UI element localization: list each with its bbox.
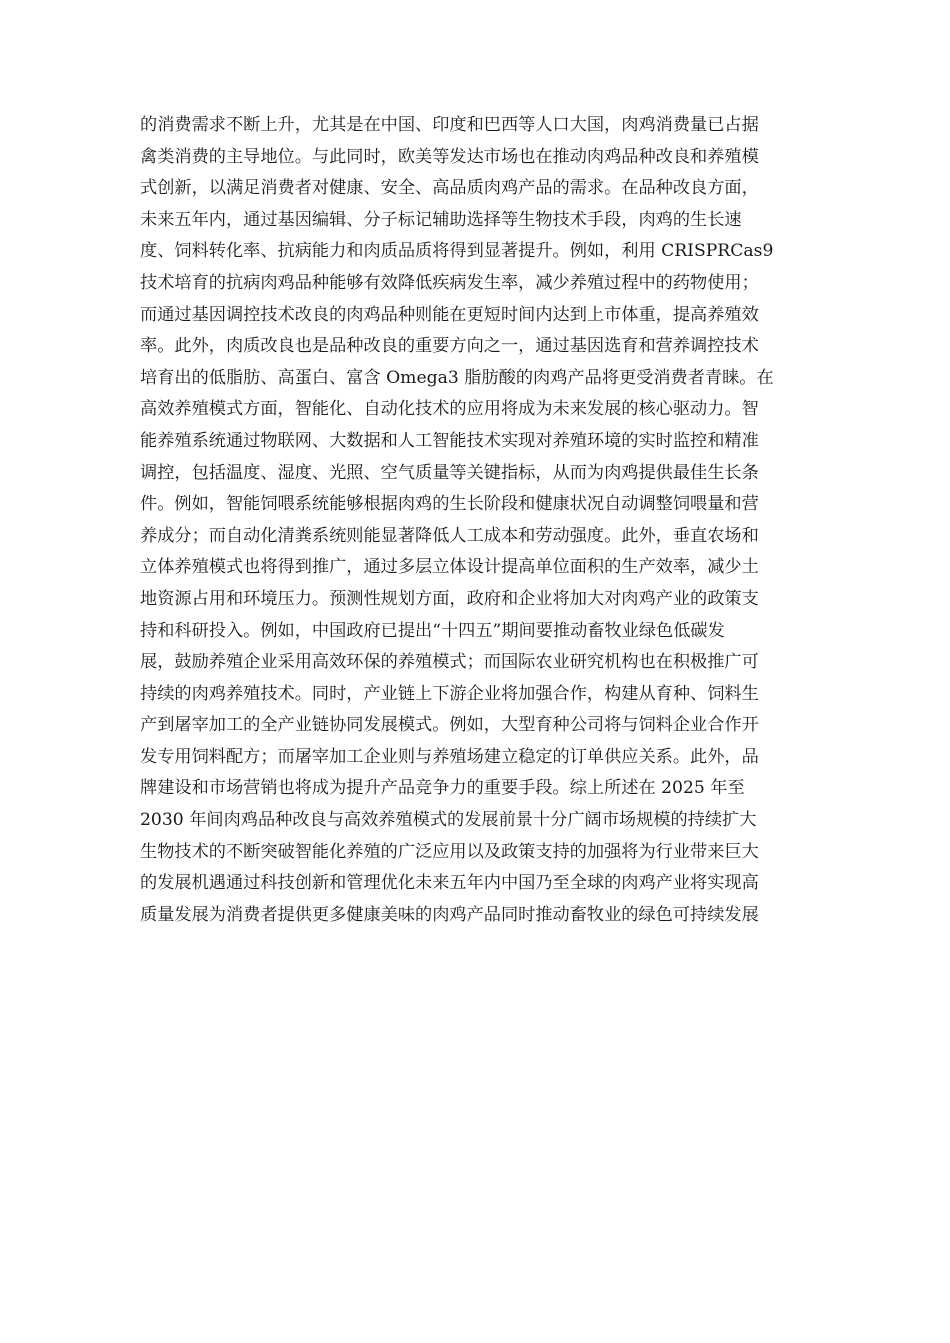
text-line: 持续的肉鸡养殖技术。同时，产业链上下游企业将加强合作，构建从育种、饲料生: [140, 683, 759, 704]
text-line: 禽类消费的主导地位。与此同时，欧美等发达市场也在推动肉鸡品种改良和养殖模: [140, 146, 759, 167]
text-line: 生物技术的不断突破智能化养殖的广泛应用以及政策支持的加强将为行业带来巨大: [140, 841, 759, 862]
text-line: 质量发展为消费者提供更多健康美味的肉鸡产品同时推动畜牧业的绿色可持续发展: [140, 904, 759, 925]
text-line: 件。例如，智能饲喂系统能够根据肉鸡的生长阶段和健康状况自动调整饲喂量和营: [140, 494, 759, 515]
text-line: 未来五年内，通过基因编辑、分子标记辅助选择等生物技术手段，肉鸡的生长速: [140, 209, 742, 230]
text-line: 养成分；而自动化清粪系统则能显著降低人工成本和劳动强度。此外，垂直农场和: [140, 525, 759, 546]
body-paragraph: [140, 110, 820, 931]
text-line: 的消费需求不断上升，尤其是在中国、印度和巴西等人口大国，肉鸡消费量已占据: [140, 115, 759, 135]
text-line: 持和科研投入。例如，中国政府已提出“十四五”期间要推动畜牧业绿色低碳发: [140, 620, 725, 641]
text-line: 率。此外，肉质改良也是品种改良的重要方向之一，通过基因选育和营养调控技术: [140, 336, 759, 357]
text-line: 展，鼓励养殖企业采用高效环保的养殖模式；而国际农业研究机构也在积极推广可: [140, 652, 759, 673]
text-line: 调控，包括温度、湿度、光照、空气质量等关键指标，从而为肉鸡提供最佳生长条: [140, 462, 759, 483]
text-line: 能养殖系统通过物联网、大数据和人工智能技术实现对养殖环境的实时监控和精准: [140, 430, 759, 451]
text-line: 而通过基因调控技术改良的肉鸡品种则能在更短时间内达到上市体重，提高养殖效: [140, 304, 759, 325]
text-line: 式创新，以满足消费者对健康、安全、高品质肉鸡产品的需求。在品种改良方面，: [140, 178, 759, 199]
text-line: 地资源占用和环境压力。预测性规划方面，政府和企业将加大对肉鸡产业的政策支: [140, 588, 759, 609]
text-line: 发专用饲料配方；而屠宰加工企业则与养殖场建立稳定的订单供应关系。此外，品: [140, 746, 759, 767]
text-line: 立体养殖模式也将得到推广，通过多层立体设计提高单位面积的生产效率，减少土: [140, 557, 759, 578]
text-line: 高效养殖模式方面，智能化、自动化技术的应用将成为未来发展的核心驱动力。智: [140, 399, 759, 420]
text-line: 技术培育的抗病肉鸡品种能够有效降低疾病发生率，减少养殖过程中的药物使用；: [140, 272, 759, 293]
text-line: 2030 年间肉鸡品种改良与高效养殖模式的发展前景十分广阔市场规模的持续扩大: [140, 810, 757, 831]
text-line: 产到屠宰加工的全产业链协同发展模式。例如，大型育种公司将与饲料企业合作开: [140, 715, 759, 736]
text-line: 度、饲料转化率、抗病能力和肉质品质将得到显著提升。例如，利用 CRISPRCas9: [140, 241, 774, 262]
text-line: 牌建设和市场营销也将成为提升产品竞争力的重要手段。综上所述在 2025 年至: [140, 778, 745, 799]
text-line: 的发展机遇通过科技创新和管理优化未来五年内中国乃至全球的肉鸡产业将实现高: [140, 873, 759, 894]
text-line: 培育出的低脂肪、高蛋白、富含 Omega3 脂肪酸的肉鸡产品将更受消费者青睐。在: [140, 367, 774, 388]
